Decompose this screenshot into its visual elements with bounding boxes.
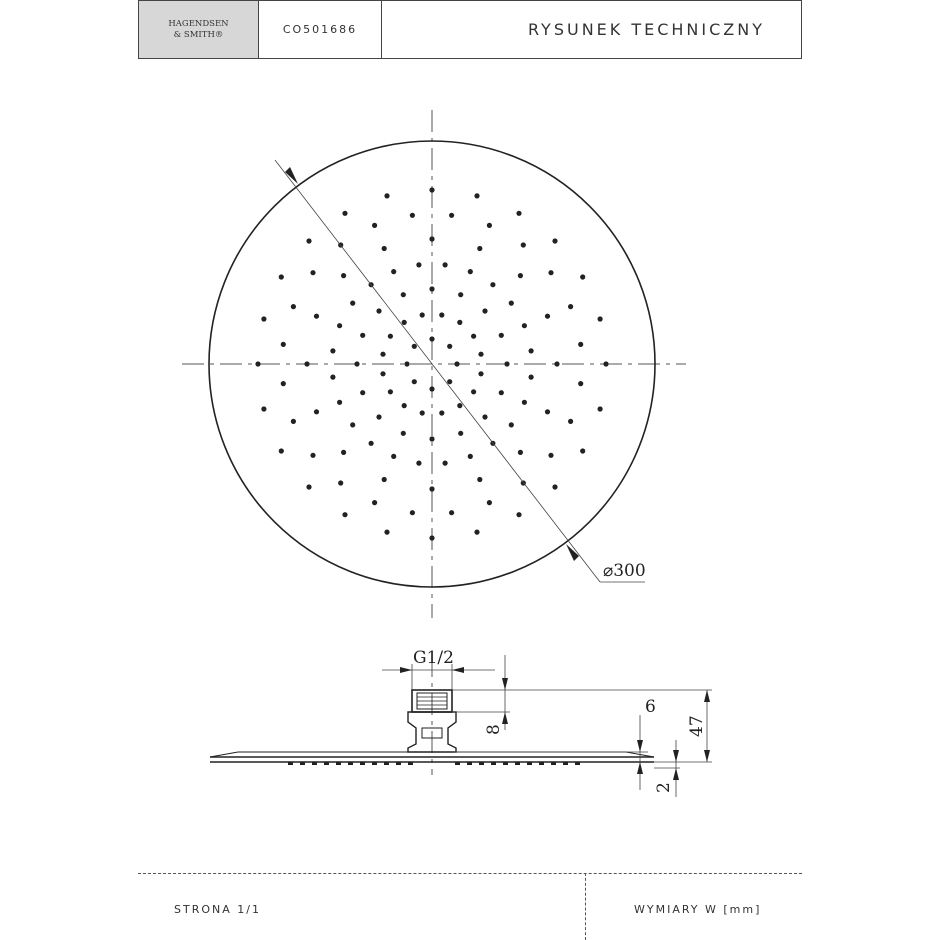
plate-nozzle	[348, 762, 353, 765]
nozzle-dot	[420, 312, 425, 317]
plate-nozzle	[515, 762, 520, 765]
plate-nozzle	[467, 762, 472, 765]
nozzle-dot	[578, 342, 583, 347]
nozzle-dot	[337, 323, 342, 328]
diameter-leader-line	[275, 160, 600, 582]
nozzle-dot	[429, 236, 434, 241]
nozzle-dot	[603, 361, 608, 366]
nozzle-dot	[350, 301, 355, 306]
nozzle-dot	[568, 419, 573, 424]
plate-nozzle	[551, 762, 556, 765]
nozzle-dot	[477, 246, 482, 251]
page-number: STRONA 1/1	[174, 903, 261, 916]
nozzle-dot	[314, 314, 319, 319]
brand-name-line1: HAGENDSEN	[168, 18, 229, 29]
nozzle-dot	[516, 512, 521, 517]
nozzle-dot	[255, 361, 260, 366]
dim-8-label: 8	[484, 724, 504, 735]
nozzle-dot	[261, 406, 266, 411]
dim-8-arrow-top	[502, 678, 508, 690]
nozzle-dot	[439, 312, 444, 317]
nozzle-dot	[468, 454, 473, 459]
nozzle-dot	[429, 386, 434, 391]
dim-6-arrow-top	[637, 740, 643, 752]
nozzle-dot	[391, 454, 396, 459]
nozzle-dot	[306, 238, 311, 243]
nozzle-dot	[504, 361, 509, 366]
dim-47-arrow-top	[704, 690, 710, 702]
nozzle-dot	[474, 193, 479, 198]
nozzle-dot	[548, 453, 553, 458]
nozzle-dot	[337, 400, 342, 405]
nozzle-dot	[416, 262, 421, 267]
plate-nozzle	[324, 762, 329, 765]
nozzle-dot	[401, 292, 406, 297]
nozzle-dot	[578, 381, 583, 386]
nozzle-dot	[518, 450, 523, 455]
nozzle-dot	[580, 274, 585, 279]
nozzle-dot	[471, 334, 476, 339]
plate-nozzle	[563, 762, 568, 765]
thread-arrow-left	[400, 667, 412, 673]
nozzle-dot	[545, 409, 550, 414]
plate-nozzle	[575, 762, 580, 765]
top-view	[182, 110, 686, 618]
nozzle-dot	[380, 371, 385, 376]
nozzle-dot	[478, 352, 483, 357]
nozzle-dot	[518, 273, 523, 278]
nozzle-dot	[382, 477, 387, 482]
nozzle-dot	[457, 320, 462, 325]
nozzle-dot	[454, 361, 459, 366]
nozzle-dot	[314, 409, 319, 414]
side-view	[210, 648, 712, 797]
nozzle-dot	[580, 448, 585, 453]
nozzle-dot	[487, 223, 492, 228]
nozzle-dot	[509, 301, 514, 306]
nozzle-dot	[330, 375, 335, 380]
nozzle-dot	[384, 530, 389, 535]
product-code: CO501686	[259, 1, 382, 58]
nozzle-dot	[490, 282, 495, 287]
plate-nozzle	[503, 762, 508, 765]
nozzle-dot	[429, 486, 434, 491]
nozzle-dot	[372, 223, 377, 228]
nozzle-dot	[342, 512, 347, 517]
nozzle-dot	[516, 211, 521, 216]
nozzle-dot	[388, 334, 393, 339]
nozzle-dot	[261, 316, 266, 321]
nozzle-dot	[429, 286, 434, 291]
nozzle-dot	[458, 431, 463, 436]
plate-nozzle	[384, 762, 389, 765]
footer-divider	[138, 873, 802, 874]
nozzle-dot	[279, 448, 284, 453]
nozzle-dot	[443, 461, 448, 466]
dim-47-arrow-bottom	[704, 750, 710, 762]
nozzle-dot	[402, 403, 407, 408]
plate-nozzle	[455, 762, 460, 765]
plate-nozzle	[396, 762, 401, 765]
brand-name-line2: & SMITH®	[173, 29, 224, 40]
nozzle-dot	[341, 450, 346, 455]
nozzle-dot	[449, 510, 454, 515]
nozzle-dot	[360, 390, 365, 395]
nozzle-dot	[598, 406, 603, 411]
nozzle-dot	[509, 422, 514, 427]
dim-2-label: 2	[654, 782, 674, 793]
nozzle-dot	[402, 320, 407, 325]
nozzle-dot	[281, 342, 286, 347]
plate-nozzle	[360, 762, 365, 765]
nozzle-dot	[382, 246, 387, 251]
nozzle-dot	[404, 361, 409, 366]
nozzle-dot	[521, 242, 526, 247]
plate-nozzle	[288, 762, 293, 765]
nozzle-dot	[598, 316, 603, 321]
plate-nozzle	[408, 762, 413, 765]
nozzle-dot	[458, 292, 463, 297]
nozzle-dot	[384, 193, 389, 198]
plate-nozzle	[312, 762, 317, 765]
nozzle-dot	[341, 273, 346, 278]
nozzle-dot	[342, 211, 347, 216]
nozzle-dot	[380, 352, 385, 357]
nozzle-dot	[545, 314, 550, 319]
nozzle-dot	[412, 344, 417, 349]
nozzle-dot	[482, 414, 487, 419]
nozzle-dot	[447, 379, 452, 384]
drawing-title: RYSUNEK TECHNICZNY	[527, 20, 765, 39]
nozzle-dot	[376, 308, 381, 313]
dim-8-arrow-bottom	[502, 712, 508, 724]
nozzle-dot	[439, 410, 444, 415]
nozzle-dot	[330, 348, 335, 353]
footer-separator	[585, 873, 586, 940]
nozzle-dot	[477, 477, 482, 482]
nozzle-dot	[548, 270, 553, 275]
plate-nozzle	[300, 762, 305, 765]
nozzle-dot	[388, 389, 393, 394]
nozzle-dot	[412, 379, 417, 384]
nozzle-dot	[529, 375, 534, 380]
nozzle-dot	[468, 269, 473, 274]
nozzle-dot	[482, 308, 487, 313]
plate-nozzle	[527, 762, 532, 765]
nozzle-dot	[410, 213, 415, 218]
nozzle-dot	[447, 344, 452, 349]
dim-6-arrow-bottom	[637, 762, 643, 774]
dim-2-arrow-bottom	[673, 768, 679, 780]
plate-nozzle	[336, 762, 341, 765]
shower-plate	[210, 752, 654, 765]
nozzle-dot	[429, 336, 434, 341]
nozzle-dot	[310, 270, 315, 275]
units-note: WYMIARY W [mm]	[634, 903, 762, 916]
nozzle-dot	[410, 510, 415, 515]
nozzle-dot	[354, 361, 359, 366]
nozzle-dot	[529, 348, 534, 353]
nozzle-dot	[429, 436, 434, 441]
nozzle-dot	[457, 403, 462, 408]
plate-nozzle	[479, 762, 484, 765]
nozzle-dot	[369, 441, 374, 446]
nozzle-dot	[281, 381, 286, 386]
nozzle-dot	[416, 461, 421, 466]
nozzle-dot	[291, 304, 296, 309]
nozzle-dot	[291, 419, 296, 424]
nozzle-dot	[310, 453, 315, 458]
nozzle-dot	[568, 304, 573, 309]
nozzle-dot	[360, 333, 365, 338]
nozzle-dot	[522, 323, 527, 328]
nozzle-dot	[478, 371, 483, 376]
nozzle-dot	[304, 361, 309, 366]
nozzle-dot	[552, 484, 557, 489]
thread-label: G1/2	[413, 648, 454, 668]
nozzle-dot	[391, 269, 396, 274]
nozzle-dot	[499, 390, 504, 395]
plate-nozzle	[539, 762, 544, 765]
nozzle-dot	[552, 238, 557, 243]
nozzle-dot	[372, 500, 377, 505]
plate-nozzle	[372, 762, 377, 765]
nozzle-dot	[401, 431, 406, 436]
nozzle-dot	[554, 361, 559, 366]
nozzle-dot	[443, 262, 448, 267]
nozzle-dot	[350, 422, 355, 427]
nozzle-dot	[429, 535, 434, 540]
nozzle-dot	[449, 213, 454, 218]
nozzle-dot	[429, 187, 434, 192]
nozzle-dot	[499, 333, 504, 338]
diameter-label: ⌀300	[603, 561, 646, 581]
dim-2-arrow-top	[673, 750, 679, 762]
nozzle-dot	[474, 530, 479, 535]
nozzle-dot	[471, 389, 476, 394]
plate-nozzle	[491, 762, 496, 765]
dim-47-label: 47	[687, 715, 707, 737]
nozzle-dot	[338, 480, 343, 485]
nozzle-dot	[376, 414, 381, 419]
nozzle-dot	[306, 484, 311, 489]
nozzle-dot	[420, 410, 425, 415]
nozzle-dot	[487, 500, 492, 505]
dim-6-label: 6	[645, 697, 656, 717]
nozzle-dot	[522, 400, 527, 405]
nozzle-dot	[279, 274, 284, 279]
